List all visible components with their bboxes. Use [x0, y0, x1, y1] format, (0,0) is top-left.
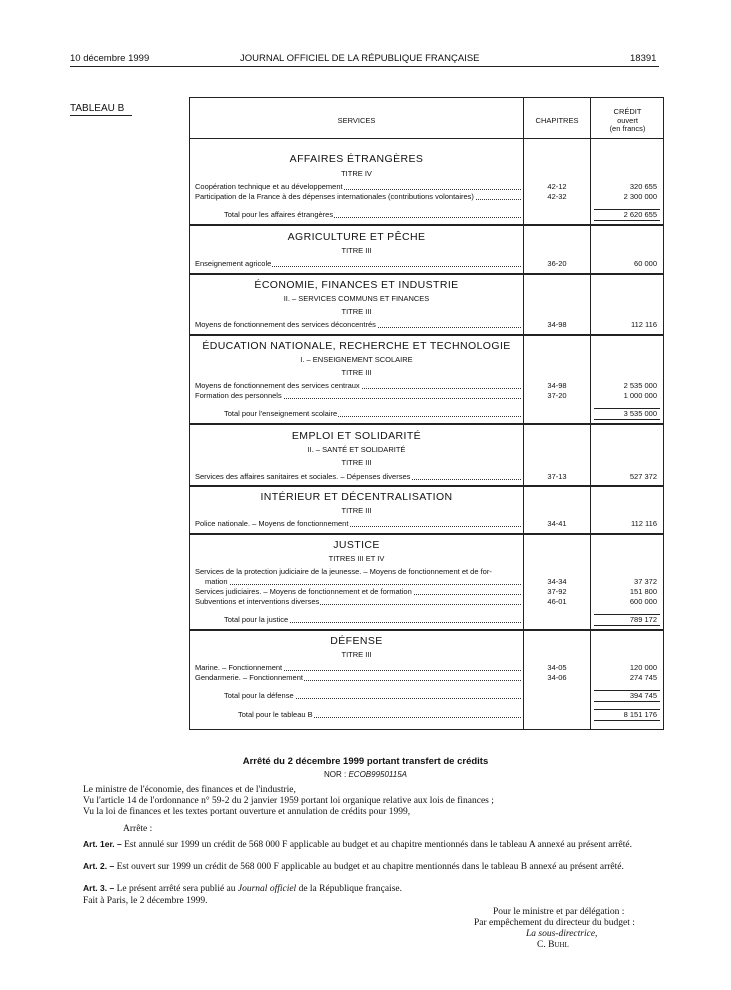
section-subtitle: II. – SANTÉ ET SOLIDARITÉ — [307, 445, 406, 454]
table-row: Formation des personnels — [195, 391, 521, 400]
header-rule — [70, 66, 659, 67]
table-row: Moyens de fonctionnement des services centraux — [195, 381, 521, 390]
table-row: Enseignement agricole — [195, 259, 521, 268]
table-row: Participation de la France à des dépenses internationales (contributions volontaires) — [195, 192, 521, 201]
row-montant: 151 800 — [629, 587, 657, 596]
arrete-label: Arrête : — [123, 824, 153, 834]
section-title: DÉFENSE — [330, 635, 383, 647]
total-row: Total pour la défense — [224, 691, 521, 700]
section-title: EMPLOI ET SOLIDARITÉ — [291, 430, 422, 442]
row-montant: 37 372 — [634, 577, 657, 586]
table-row: Services judiciaires. – Moyens de fonctionnement et de formation — [195, 587, 521, 596]
row-montant: 2 535 000 — [623, 381, 657, 390]
total-montant: 394 745 — [629, 691, 657, 700]
row-chapitre: 34-41 — [547, 519, 567, 528]
row-montant: 112 116 — [631, 519, 657, 528]
signature-line-1: Pour le ministre et par délégation : — [493, 907, 625, 917]
total-row: Total pour la justice — [224, 615, 521, 624]
header-date: 10 décembre 1999 — [70, 53, 150, 64]
section-titre: TITRE III — [341, 246, 372, 255]
grand-total-montant: 8 151 176 — [623, 710, 657, 719]
section-title: ÉDUCATION NATIONALE, RECHERCHE ET TECHNOLOGIE — [202, 340, 511, 352]
section-divider — [190, 273, 664, 275]
article-3-journal: Journal officiel — [237, 884, 297, 894]
section-titre: TITRE III — [341, 307, 372, 316]
grand-total-row: Total pour le tableau B — [238, 710, 521, 719]
column-header-chapitres: CHAPITRES — [535, 116, 579, 125]
article-1-label: Art. 1er. – — [83, 839, 122, 849]
article-3-text-a: Le présent arrêté sera publié au — [116, 884, 236, 894]
row-montant: 2 300 000 — [623, 192, 657, 201]
row-montant: 320 655 — [629, 182, 657, 191]
credit-table — [189, 97, 664, 730]
row-montant: 120 000 — [629, 663, 657, 672]
total-montant: 3 535 000 — [623, 409, 657, 418]
tableau-label: TABLEAU B — [70, 103, 125, 114]
row-montant: 1 000 000 — [623, 391, 657, 400]
section-subtitle: I. – ENSEIGNEMENT SCOLAIRE — [300, 355, 413, 364]
section-subtitle: II. – SERVICES COMMUNS ET FINANCES — [283, 294, 430, 303]
header-divider — [190, 138, 663, 139]
row-montant: 600 000 — [629, 597, 657, 606]
section-divider — [190, 629, 664, 631]
row-montant: 60 000 — [634, 259, 657, 268]
section-title: AGRICULTURE ET PÊCHE — [287, 231, 426, 243]
row-chapitre: 34-05 — [547, 663, 567, 672]
column-header-credit — [591, 108, 664, 134]
row-montant: 112 116 — [631, 320, 657, 329]
fait-a-paris: Fait à Paris, le 2 décembre 1999. — [83, 896, 208, 906]
section-titre: TITRE III — [341, 368, 372, 377]
column-header-services: SERVICES — [337, 116, 376, 125]
section-titre: TITRE IV — [341, 169, 372, 178]
article-3-label: Art. 3. – — [83, 883, 115, 893]
article-3 — [73, 883, 663, 895]
row-montant: 274 745 — [629, 673, 657, 682]
table-row: Gendarmerie. – Fonctionnement — [195, 673, 521, 682]
table-row-line: Services de la protection judiciaire de la jeunesse. – Moyens de fonctionnement et de for- — [195, 567, 492, 576]
row-chapitre: 37-13 — [547, 472, 567, 481]
section-title: AFFAIRES ÉTRANGÈRES — [289, 153, 424, 165]
tableau-label-underline — [70, 115, 132, 116]
row-chapitre: 37-92 — [547, 587, 567, 596]
section-divider — [190, 334, 664, 336]
total-montant: 2 620 655 — [623, 210, 657, 219]
row-chapitre: 42-12 — [547, 182, 567, 191]
total-row: Total pour l'enseignement scolaire — [224, 409, 521, 418]
section-divider — [190, 423, 664, 425]
section-title: INTÉRIEUR ET DÉCENTRALISATION — [260, 491, 453, 503]
table-row: Police nationale. – Moyens de fonctionnement — [195, 519, 521, 528]
table-row: Subventions et interventions diverses — [195, 597, 521, 606]
row-chapitre: 46-01 — [547, 597, 567, 606]
credit-header-line: (en francs) — [609, 124, 646, 133]
row-chapitre: 34-98 — [547, 381, 567, 390]
nor-label: NOR : — [323, 770, 347, 779]
table-row: Marine. – Fonctionnement — [195, 663, 521, 672]
arrete-nor — [0, 770, 731, 779]
section-title: ÉCONOMIE, FINANCES ET INDUSTRIE — [254, 279, 459, 291]
section-titre: TITRE III — [341, 506, 372, 515]
table-row: Services des affaires sanitaires et sociales. – Dépenses diverses — [195, 472, 521, 481]
article-3-text-b: de la République française. — [298, 884, 402, 894]
row-chapitre: 34-06 — [547, 673, 567, 682]
table-row: mation — [205, 577, 521, 586]
article-1-text: Est annulé sur 1999 un crédit de 568 000 F applicable au budget et au chapitre mentionnés dans le tableau A annexé au présent arrêté. — [124, 840, 632, 850]
article-2-label: Art. 2. – — [83, 861, 115, 871]
nor-code: ECOB9950115A — [348, 770, 408, 779]
article-2-text: Est ouvert sur 1999 un crédit de 568 000 F applicable au budget et au chapitre mentionnés dans le tableau B annexé au présent arrêté. — [116, 862, 624, 872]
table-row: Coopération technique et au développement — [195, 182, 521, 191]
signature-line-2: Par empêchement du directeur du budget : — [474, 918, 635, 928]
arrete-title: Arrêté du 2 décembre 1999 portant transfert de crédits — [242, 756, 489, 767]
article-1 — [73, 839, 663, 851]
credit-header-line: ouvert — [617, 115, 638, 125]
credit-header-line: CRÉDIT — [613, 107, 642, 116]
table-row: Moyens de fonctionnement des services déconcentrés — [195, 320, 521, 329]
section-divider — [190, 485, 664, 487]
row-chapitre: 34-34 — [547, 577, 567, 586]
intro-vu-loi: Vu la loi de finances et les textes portant ouverture et annulation de crédits pour 1999, — [83, 807, 411, 817]
total-row: Total pour les affaires étrangères — [224, 210, 521, 219]
row-chapitre: 36-20 — [547, 259, 567, 268]
intro-vu-ordonnance: Vu l'article 14 de l'ordonnance n° 59-2 du 2 janvier 1959 portant loi organique relative aux lois de finances ; — [83, 796, 494, 806]
row-chapitre: 34-98 — [547, 320, 567, 329]
section-divider — [190, 224, 664, 226]
row-montant: 527 372 — [629, 472, 657, 481]
header-page-number: 18391 — [630, 53, 657, 64]
header-journal-title: JOURNAL OFFICIEL DE LA RÉPUBLIQUE FRANÇAISE — [240, 53, 480, 64]
section-titre: TITRE III — [341, 458, 372, 467]
row-chapitre: 42-32 — [547, 192, 567, 201]
signature-name: C. Buhl — [537, 940, 569, 950]
section-titre: TITRE III — [341, 650, 372, 659]
article-2 — [73, 861, 663, 873]
row-chapitre: 37-20 — [547, 391, 567, 400]
section-titre: TITRES III ET IV — [328, 554, 385, 563]
section-title: JUSTICE — [333, 539, 380, 551]
intro-minister: Le ministre de l'économie, des finances et de l'industrie, — [83, 785, 296, 795]
signature-line-3: La sous-directrice, — [526, 929, 598, 939]
total-montant: 789 172 — [629, 615, 657, 624]
section-divider — [190, 533, 664, 535]
